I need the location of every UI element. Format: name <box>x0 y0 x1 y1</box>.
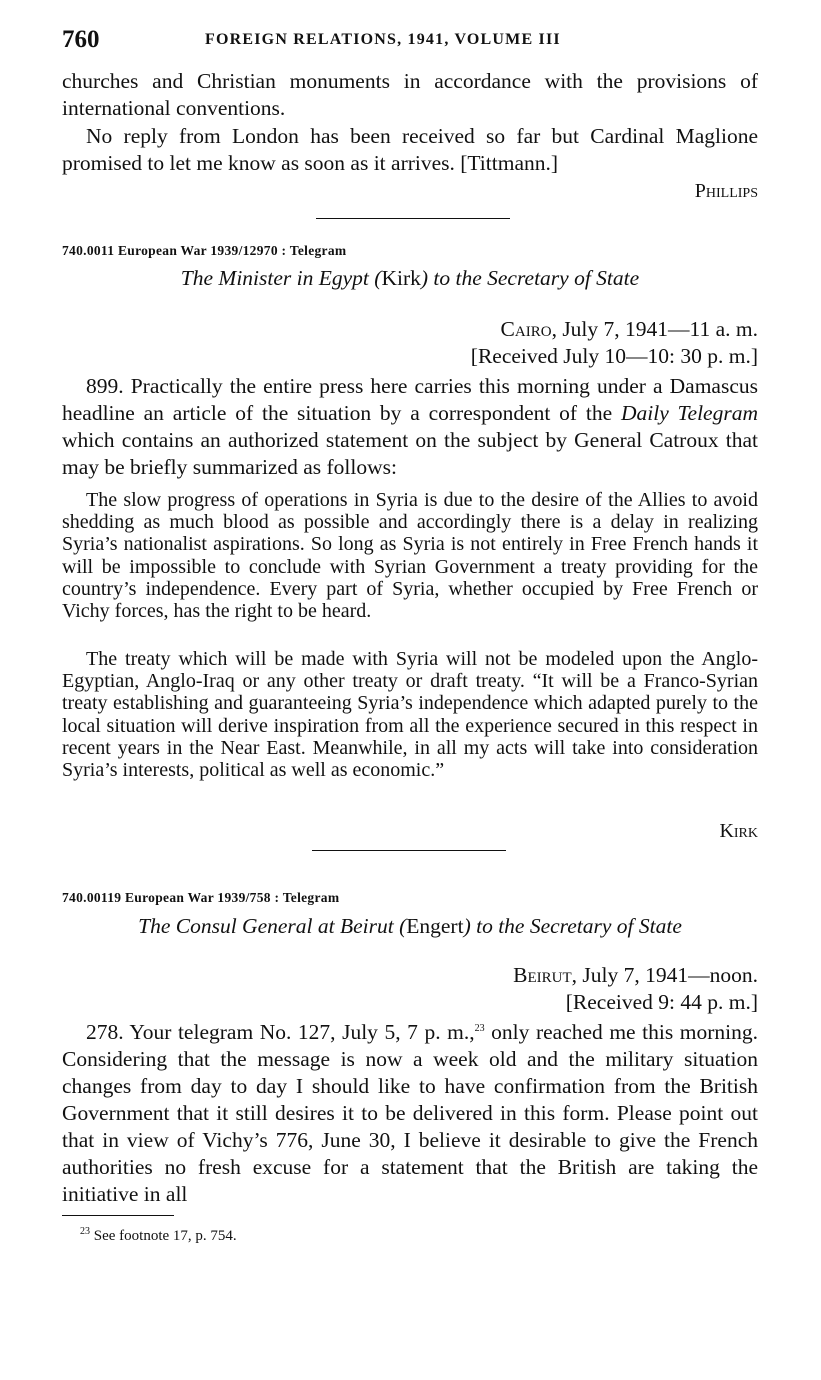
newspaper-name: Daily Telegram <box>620 401 758 425</box>
telegram-body-2 <box>62 1019 758 1208</box>
section-divider <box>316 218 510 219</box>
title-suffix: ) to the Secretary of State <box>463 914 682 938</box>
footnote-rule <box>62 1215 174 1216</box>
body-text-end: only reached me this morning. Considering that the message is now a week old and the military situation changes from day to day I should like to have confirmation from the British Government that it still desires it to be delivered in this form. Please point out that in view of Vichy’s 776, June 30, I believe it desirable to give the French authorities no fresh excuse for a statement that the British are taking the initiative in all <box>62 1020 758 1206</box>
document-title-2 <box>62 913 758 940</box>
running-title: FOREIGN RELATIONS, 1941, VOLUME III <box>205 31 561 48</box>
carryover-paragraph: churches and Christian monuments in accordance with the provisions of international conventions. <box>62 69 758 120</box>
section-divider-2 <box>312 850 506 851</box>
signature-kirk: Kirk <box>719 820 758 842</box>
footnote-reference[interactable]: 23 <box>474 1022 485 1034</box>
title-prefix: The Minister in Egypt ( <box>180 266 382 290</box>
file-reference: 740.0011 European War 1939/12970 : Telegram <box>62 243 347 258</box>
footnote <box>80 1228 237 1245</box>
dateline-date: , July 7, 1941—11 a. m. <box>551 317 758 341</box>
signature-phillips: Phillips <box>694 180 758 202</box>
received-line-2: [Received 9: 44 p. m.] <box>565 990 758 1014</box>
body-text-start: 278. Your telegram No. 127, July 5, 7 p. m., <box>86 1020 475 1044</box>
body-text-end: which contains an authorized statement on the subject by General Catroux that may be briefly summarized as follows: <box>62 428 758 479</box>
dateline-place: Beirut <box>513 963 572 987</box>
title-name: Kirk <box>381 266 421 290</box>
dateline-place: Cairo <box>500 317 552 341</box>
document-title <box>62 265 758 292</box>
title-suffix: ) to the Secretary of State <box>420 266 640 290</box>
telegram-body <box>62 373 758 481</box>
dateline <box>501 316 758 343</box>
quoted-statement-1: The slow progress of operations in Syria is due to the desire of the Allies to avoid shedding as much blood as possible and accordingly there is a delay in realizing Syria’s nationalist aspirations. So long as Syria is not entirely in Free French hands it will be impossible to conclude with Syrian Government a treaty providing for the country’s independence. Every part of Syria, whether occupied by Free French or Vichy forces, has the right to be heard. <box>62 489 758 623</box>
quoted-statement-2: The treaty which will be made with Syria will not be modeled upon the Anglo-Egyptian, Anglo-Iraq or any other treaty or draft treaty. “It will be a Franco-Syrian treaty establishing and guaranteeing Syria’s independence which adapted purely to the local situation will derive inspiration from all the experience secured in this respect in recent years in the Near East. Meanwhile, in all my acts will take into consideration Syria’s interests, political as well as economic.” <box>62 648 758 782</box>
file-reference-2: 740.00119 European War 1939/758 : Telegram <box>62 890 340 905</box>
carryover-paragraph-2: No reply from London has been received so far but Cardinal Maglione promised to let me know as soon as it arrives. [Tittmann.] <box>62 124 758 175</box>
footnote-mark: 23 <box>80 1226 90 1237</box>
dateline-date: , July 7, 1941—noon. <box>571 963 758 987</box>
running-head <box>62 26 758 56</box>
dateline-2 <box>513 962 758 989</box>
title-prefix: The Consul General at Beirut ( <box>138 914 407 938</box>
footnote-text: See footnote 17, p. 754. <box>90 1228 237 1244</box>
body-text-start: 899. Practically the entire press here carries this morning under a Damascus headline an article of the situation by a correspondent of the <box>62 374 758 425</box>
page-number: 760 <box>62 26 100 53</box>
received-line: [Received July 10—10: 30 p. m.] <box>470 344 758 368</box>
title-name: Engert <box>406 914 464 938</box>
